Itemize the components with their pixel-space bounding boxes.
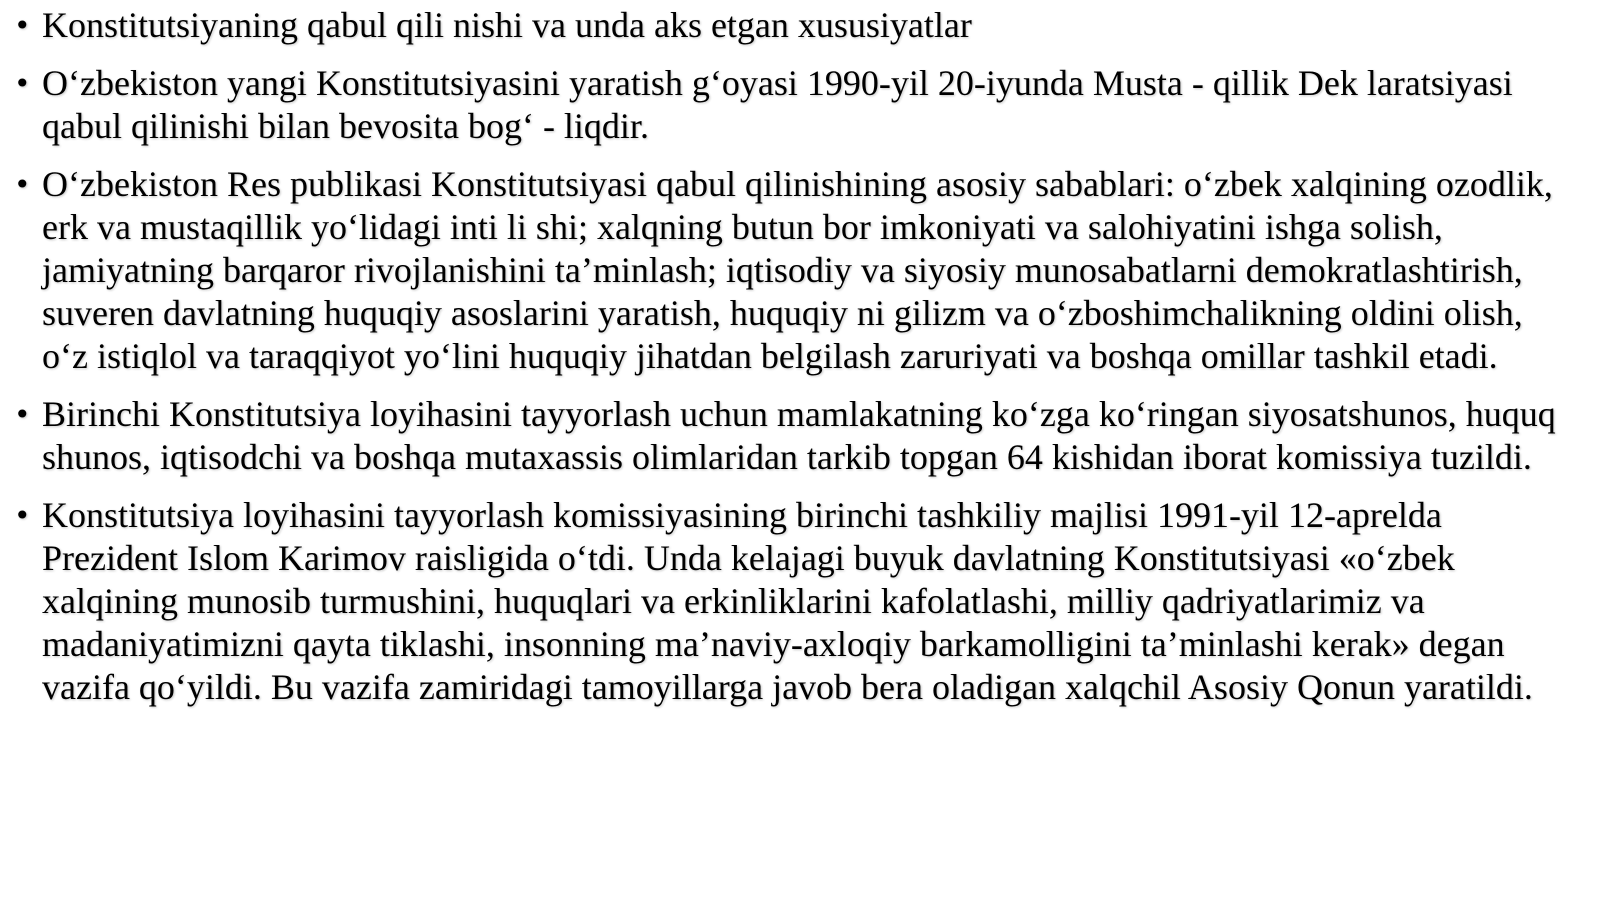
- bullet-dot-icon: •: [14, 67, 31, 100]
- bullet-text: Konstitutsiya loyihasini tayyorlash komissiyasining birinchi tashkiliy majlisi 1991-yil 12-aprelda Prezident Islom Karimov raisligida o‘tdi. Unda kelajagi buyuk davlatning Konstitutsiyasi «o‘zbek xalqining munosib turmushini, huquqlari va erkinliklarini kafolatlashi, milliy qadriyatlarimiz va madaniyatimizni qayta tiklashi, insonning ma’naviy-axloqiy barkamolligini ta’minlashi kerak» degan vazifa qo‘yildi. Bu vazifa zamiridagi tamoyillarga javob bera oladigan xalqchil Asosiy Qonun yaratildi.: [42, 495, 1533, 707]
- bullet-dot-icon: •: [14, 168, 31, 201]
- bullet-text: Konstitutsiyaning qabul qili nishi va unda aks etgan xususiyatlar: [42, 5, 972, 45]
- bullet-dot-icon: •: [14, 499, 31, 532]
- bullet-text: O‘zbekiston yangi Konstitutsiyasini yaratish g‘oyasi 1990-yil 20-iyunda Musta - qillik Dek laratsiyasi qabul qilinishi bilan bevosita bog‘ - liqdir.: [42, 63, 1513, 146]
- bullet-dot-icon: •: [14, 398, 31, 431]
- bullet-list: [14, 4, 1576, 709]
- bullet-text: Birinchi Konstitutsiya loyihasini tayyorlash uchun mamlakatning ko‘zga ko‘ringan siyosatshunos, huquq shunos, iqtisodchi va boshqa mutaxassis olimlaridan tarkib topgan 64 kishidan iborat komissiya tuzildi.: [42, 394, 1556, 477]
- bullet-item-title: [14, 4, 1576, 47]
- bullet-item: [14, 393, 1576, 479]
- bullet-text: O‘zbekiston Res publikasi Konstitutsiyasi qabul qilinishining asosiy sabablari: o‘zbek xalqining ozodlik, erk va mustaqillik yo‘lidagi inti li shi; xalqning butun bor imkoniyati va salohiyatini ishga solish, jamiyatning barqaror rivojlanishini ta’minlash; iqtisodiy va siyosiy munosabatlarni demokratlashtirish, suveren davlatning huquqiy asoslarini yaratish, huquqiy ni gilizm va o‘zboshimchalikning oldini olish, o‘z istiqlol va taraqqiyot yo‘lini huquqiy jihatdan belgilash zaruriyati va boshqa omillar tashkil etadi.: [42, 164, 1553, 376]
- bullet-item: [14, 163, 1576, 378]
- bullet-dot-icon: •: [14, 9, 31, 42]
- bullet-item: [14, 494, 1576, 709]
- bullet-item: [14, 62, 1576, 148]
